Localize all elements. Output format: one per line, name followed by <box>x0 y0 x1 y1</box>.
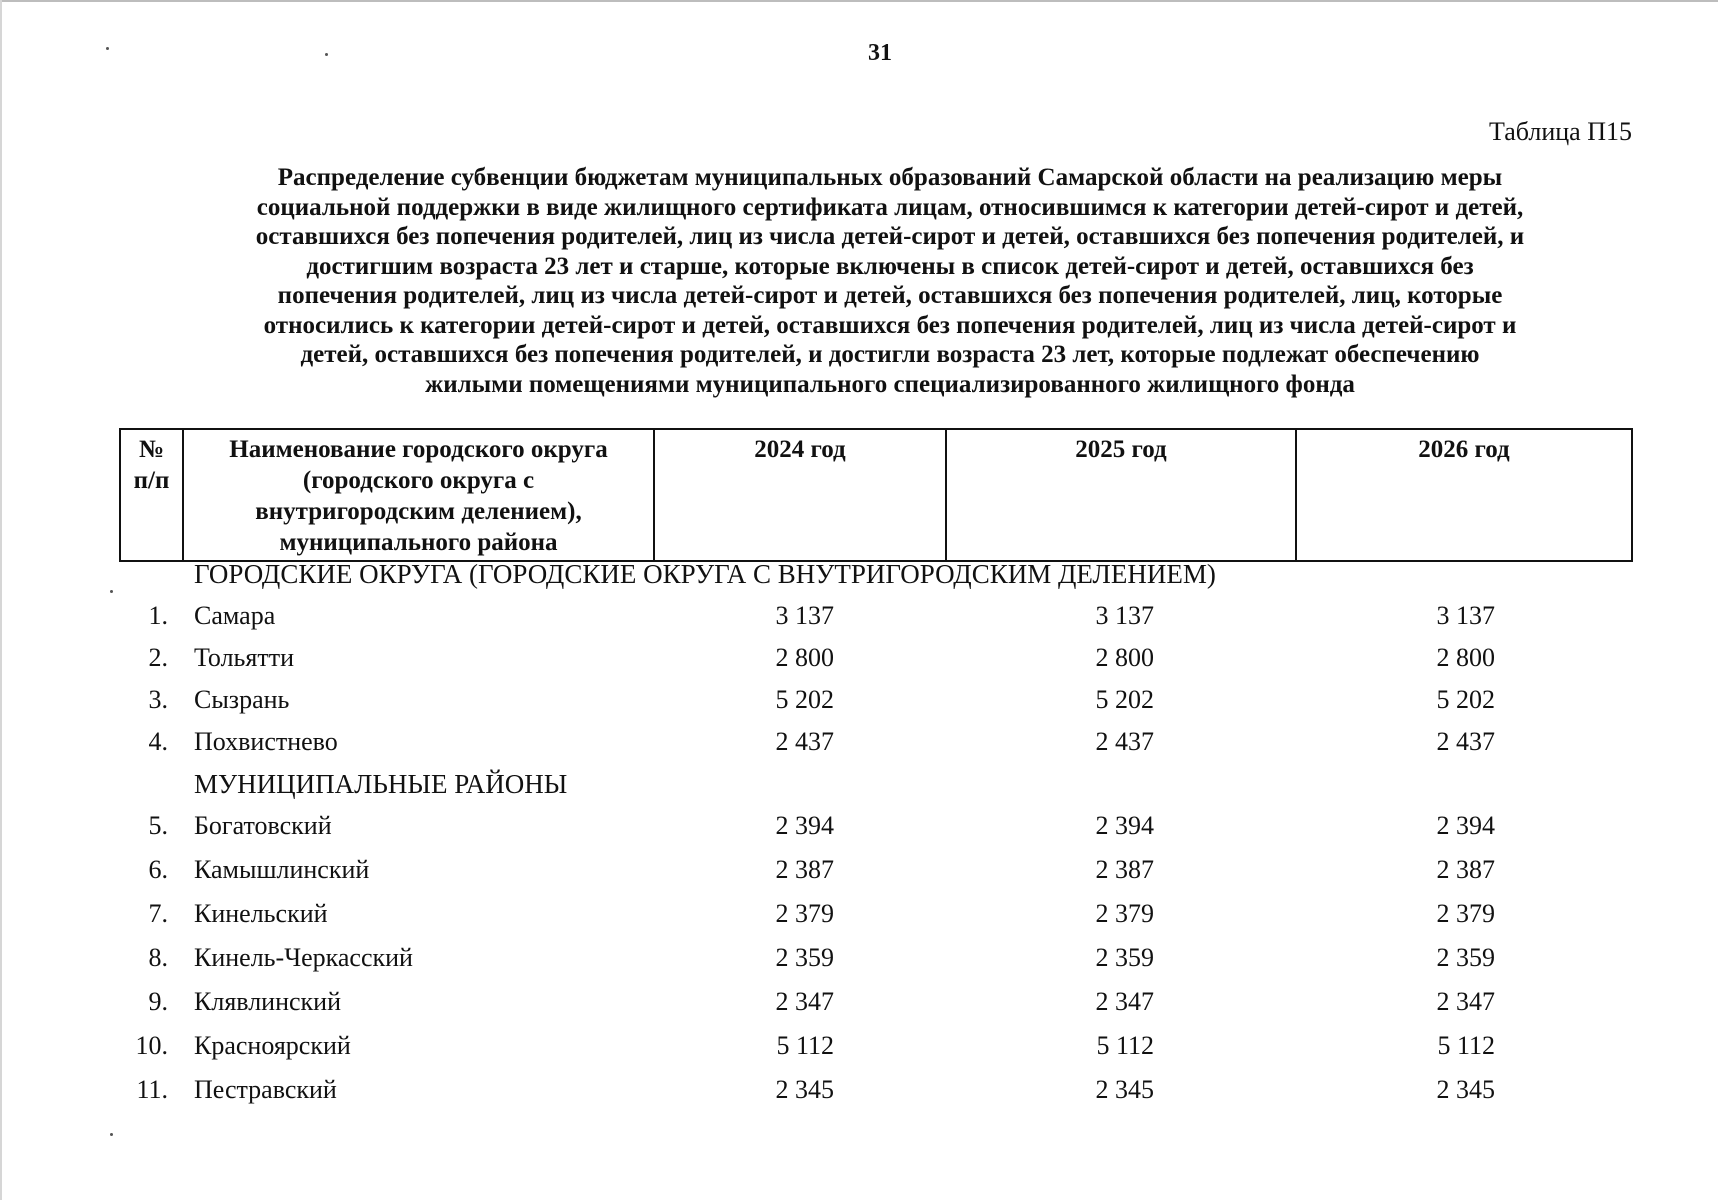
row-number: 10. <box>135 1031 168 1060</box>
row-name: Пестравский <box>194 1075 337 1104</box>
table-row <box>0 1075 1718 1115</box>
value-2026: 2 379 <box>1436 899 1495 928</box>
value-2024: 5 202 <box>775 685 834 714</box>
value-2024: 2 345 <box>775 1075 834 1104</box>
table-row <box>0 811 1718 851</box>
row-number: 5. <box>148 811 168 840</box>
value-2025: 2 394 <box>1095 811 1154 840</box>
value-2026: 2 394 <box>1436 811 1495 840</box>
value-2025: 2 347 <box>1095 987 1154 1016</box>
row-name: Кинель-Черкасский <box>194 943 413 972</box>
scan-speck <box>110 590 113 593</box>
row-number: 4. <box>148 727 168 756</box>
header-number: № п/п <box>120 429 183 561</box>
value-2026: 2 437 <box>1436 727 1495 756</box>
value-2024: 2 800 <box>775 643 834 672</box>
row-number: 3. <box>148 685 168 714</box>
table-row <box>0 643 1718 683</box>
section-municipal-districts: МУНИЦИПАЛЬНЫЕ РАЙОНЫ <box>194 769 568 799</box>
value-2024: 2 379 <box>775 899 834 928</box>
value-2025: 2 437 <box>1095 727 1154 756</box>
row-number: 8. <box>148 943 168 972</box>
row-name: Похвистнево <box>194 727 338 756</box>
row-name: Сызрань <box>194 685 290 714</box>
page-number: 31 <box>868 40 892 66</box>
value-2026: 2 359 <box>1436 943 1495 972</box>
row-name: Камышлинский <box>194 855 370 884</box>
title-line: социальной поддержки в виде жилищного сертификата лицам, относившимся к категории детей-сирот и детей, <box>256 193 1524 221</box>
row-number: 2. <box>148 643 168 672</box>
row-number: 11. <box>136 1075 168 1104</box>
value-2026: 3 137 <box>1436 601 1495 630</box>
table-row <box>0 727 1718 767</box>
header-year-2024: 2024 год <box>654 429 946 561</box>
value-2024: 5 112 <box>776 1031 834 1060</box>
title-line: жилыми помещениями муниципального специализированного жилищного фонда <box>425 370 1355 398</box>
header-name: Наименование городского округа (городского округа с внутригородским делением), муниципального района <box>183 429 654 561</box>
table-label: Таблица П15 <box>1489 117 1632 146</box>
value-2025: 2 379 <box>1095 899 1154 928</box>
header-year-2025: 2025 год <box>946 429 1296 561</box>
value-2025: 2 800 <box>1095 643 1154 672</box>
title-line: попечения родителей, лиц из числа детей-сирот и детей, оставшихся без попечения родителей, лиц, которые <box>277 282 1503 309</box>
value-2026: 5 112 <box>1437 1031 1495 1060</box>
value-2025: 2 345 <box>1095 1075 1154 1104</box>
value-2024: 2 347 <box>775 987 834 1016</box>
table-row <box>0 601 1718 641</box>
table-row <box>0 855 1718 895</box>
value-2026: 2 347 <box>1436 987 1495 1016</box>
row-name: Богатовский <box>194 811 332 840</box>
table-row <box>0 1031 1718 1071</box>
scan-speck <box>110 1133 113 1136</box>
value-2024: 2 437 <box>775 727 834 756</box>
value-2024: 2 359 <box>775 943 834 972</box>
value-2026: 2 800 <box>1436 643 1495 672</box>
row-name: Красноярский <box>194 1031 351 1060</box>
value-2025: 2 387 <box>1095 855 1154 884</box>
title-line: относились к категории детей-сирот и детей, оставшихся без попечения родителей, лиц из числа детей-сирот и <box>263 311 1517 339</box>
scan-edge-top <box>0 0 1718 2</box>
header-row <box>120 429 1632 561</box>
table-row <box>0 685 1718 725</box>
row-name: Кинельский <box>194 899 328 928</box>
value-2025: 5 202 <box>1095 685 1154 714</box>
row-number: 1. <box>148 601 168 630</box>
value-2026: 2 387 <box>1436 855 1495 884</box>
table-row <box>0 943 1718 983</box>
row-number: 6. <box>148 855 168 884</box>
title-line: достигшим возраста 23 лет и старше, которые включены в список детей-сирот и детей, оставшихся без <box>306 252 1474 280</box>
row-name: Самара <box>194 601 276 630</box>
value-2024: 3 137 <box>775 601 834 630</box>
title-line: оставшихся без попечения родителей, лиц из числа детей-сирот и детей, оставшихся без попечения родителей, и <box>255 223 1525 250</box>
document-title <box>150 163 1630 399</box>
table-header <box>119 428 1633 562</box>
value-2025: 2 359 <box>1095 943 1154 972</box>
row-name: Клявлинский <box>194 987 342 1016</box>
value-2026: 2 345 <box>1436 1075 1495 1104</box>
row-number: 9. <box>148 987 168 1016</box>
value-2026: 5 202 <box>1436 685 1495 714</box>
title-line: детей, оставшихся без попечения родителей, и достигли возраста 23 лет, которые подлежат обеспечению <box>300 341 1480 368</box>
table-row <box>0 899 1718 939</box>
row-name: Тольятти <box>194 643 295 672</box>
header-year-2026: 2026 год <box>1296 429 1632 561</box>
value-2024: 2 387 <box>775 855 834 884</box>
value-2025: 3 137 <box>1095 601 1154 630</box>
value-2025: 5 112 <box>1096 1031 1154 1060</box>
value-2024: 2 394 <box>775 811 834 840</box>
row-number: 7. <box>148 899 168 928</box>
section-city-districts: ГОРОДСКИЕ ОКРУГА (ГОРОДСКИЕ ОКРУГА С ВНУТРИГОРОДСКИМ ДЕЛЕНИЕМ) <box>194 559 1216 589</box>
table-row <box>0 987 1718 1027</box>
title-line: Распределение субвенции бюджетам муниципальных образований Самарской области на реализацию меры <box>277 164 1503 191</box>
